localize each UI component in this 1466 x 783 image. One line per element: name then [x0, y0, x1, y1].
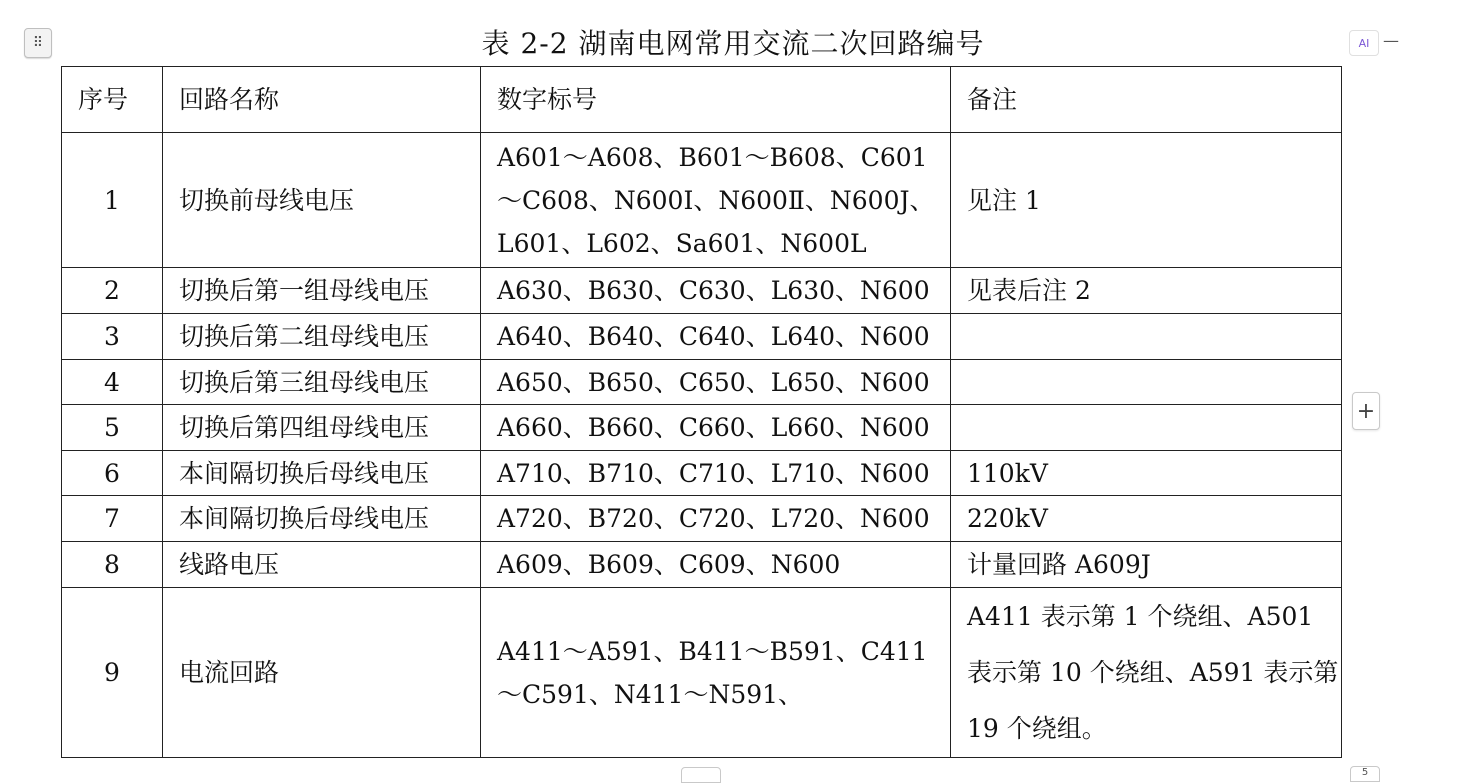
table-row	[62, 268, 1342, 314]
table-row	[62, 451, 1342, 496]
cell-circuit-name: 本间隔切换后母线电压	[163, 451, 481, 496]
cell-remark: 见表后注 2	[951, 268, 1342, 314]
add-row-handle[interactable]	[681, 767, 721, 783]
table-row	[62, 133, 1342, 268]
cell-index: 4	[62, 360, 163, 405]
header-cell-remark: 备注	[951, 67, 1342, 133]
cell-index: 7	[62, 496, 163, 542]
cell-circuit-name: 本间隔切换后母线电压	[163, 496, 481, 542]
table-row	[62, 542, 1342, 588]
cell-number-code: A601～A608、B601～B608、C601～C608、N600Ⅰ、N600Ⅱ、N600J、L601、L602、Sa601、N600L	[481, 133, 951, 268]
cell-index: 5	[62, 405, 163, 451]
cell-number-code: A411～A591、B411～B591、C411～C591、N411～N591、	[481, 588, 951, 758]
cell-circuit-name: 线路电压	[163, 542, 481, 588]
cell-index: 6	[62, 451, 163, 496]
cell-number-code: A720、B720、C720、L720、N600	[481, 496, 951, 542]
cell-number-code: A630、B630、C630、L630、N600	[481, 268, 951, 314]
cell-remark: 220kV	[951, 496, 1342, 542]
table-row	[62, 360, 1342, 405]
cell-circuit-name: 切换后第四组母线电压	[163, 405, 481, 451]
cell-index: 1	[62, 133, 163, 268]
cell-circuit-name: 切换后第一组母线电压	[163, 268, 481, 314]
cell-circuit-name: 切换后第二组母线电压	[163, 314, 481, 360]
drag-handle-icon[interactable]: ⠿	[24, 28, 52, 58]
add-column-button[interactable]: +	[1352, 392, 1380, 430]
ai-assistant-button[interactable]: AI	[1349, 30, 1379, 56]
cell-number-code: A609、B609、C609、N600	[481, 542, 951, 588]
header-cell-circuit-name: 回路名称	[163, 67, 481, 133]
cell-number-code: A710、B710、C710、L710、N600	[481, 451, 951, 496]
header-cell-number-code: 数字标号	[481, 67, 951, 133]
cell-number-code: A640、B640、C640、L640、N600	[481, 314, 951, 360]
cell-index: 8	[62, 542, 163, 588]
cell-remark	[951, 314, 1342, 360]
table-row	[62, 496, 1342, 542]
cell-number-code: A650、B650、C650、L650、N600	[481, 360, 951, 405]
table-row	[62, 314, 1342, 360]
circuit-number-table	[61, 66, 1342, 758]
cell-remark: 110kV	[951, 451, 1342, 496]
table-title: 表 2-2 湖南电网常用交流二次回路编号	[481, 27, 985, 60]
cell-remark	[951, 405, 1342, 451]
cell-number-code: A660、B660、C660、L660、N600	[481, 405, 951, 451]
cell-remark: 见注 1	[951, 133, 1342, 268]
cell-index: 9	[62, 588, 163, 758]
cell-circuit-name: 切换后第三组母线电压	[163, 360, 481, 405]
cell-circuit-name: 电流回路	[163, 588, 481, 758]
table-row	[62, 588, 1342, 758]
cell-remark: A411 表示第 1 个绕组、A501 表示第 10 个绕组、A591 表示第 19 个绕组。	[951, 588, 1342, 758]
cell-index: 3	[62, 314, 163, 360]
cell-remark	[951, 360, 1342, 405]
table-row	[62, 405, 1342, 451]
collapse-icon[interactable]: —	[1383, 31, 1399, 50]
cell-circuit-name: 切换前母线电压	[163, 133, 481, 268]
cell-index: 2	[62, 268, 163, 314]
cell-remark: 计量回路 A609J	[951, 542, 1342, 588]
table-header-row	[62, 67, 1342, 133]
page-corner-tab[interactable]: 5	[1350, 766, 1380, 782]
header-cell-index: 序号	[62, 67, 163, 133]
